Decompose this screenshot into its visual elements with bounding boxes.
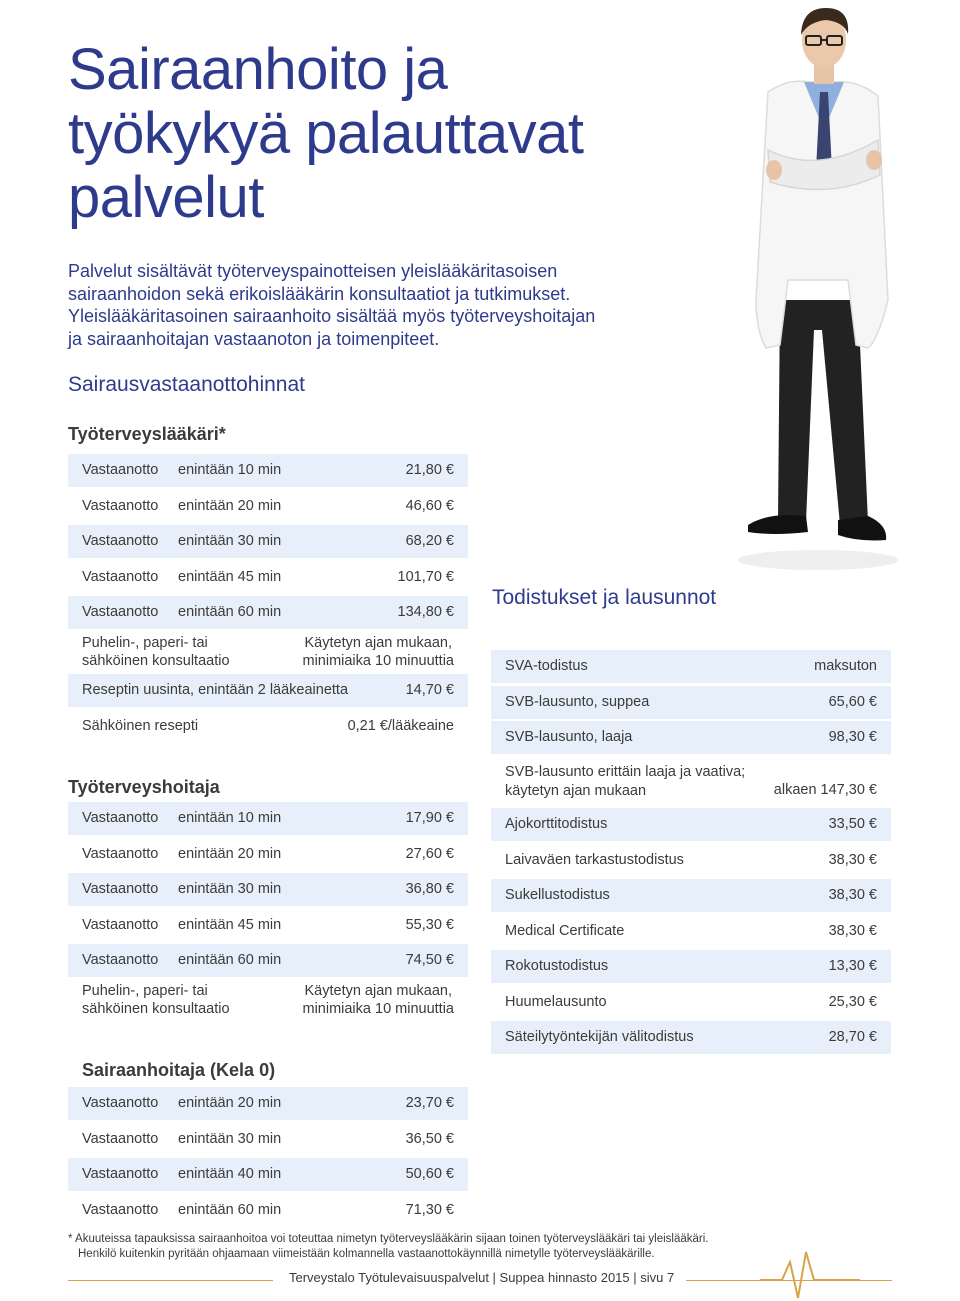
row-price-line: minimiaika 10 minuuttia <box>302 652 454 669</box>
table-row <box>491 915 891 948</box>
table-row <box>68 490 468 523</box>
footnote-line: * Akuuteissa tapauksissa sairaanhoitoa voi toteuttaa nimetyn työterveyslääkärin sijaan toinen työterveyslääkäri tai yleislääkäri. <box>68 1233 709 1245</box>
table-row <box>68 944 468 977</box>
table-row <box>68 674 468 707</box>
table-row <box>68 873 468 906</box>
row-label: Vastaanotto <box>82 1201 159 1218</box>
row-price: 33,50 € <box>828 816 877 832</box>
intro-line: ja sairaanhoitajan vastaanoton ja toimenpiteet. <box>68 328 440 349</box>
row-label <box>505 763 745 801</box>
table-row <box>68 838 468 871</box>
row-label: Vastaanotto <box>82 497 159 514</box>
row-label: Ajokorttitodistus <box>505 816 608 832</box>
row-duration: enintään 30 min <box>178 1130 282 1147</box>
row-label: Vastaanotto <box>82 881 159 897</box>
row-price-line: Käytetyn ajan mukaan, <box>304 634 452 651</box>
intro-line: sairaanhoidon sekä erikoislääkärin konsultaatiot ja tutkimukset. <box>68 283 571 304</box>
row-label-line: Puhelin-, paperi- tai <box>82 982 208 999</box>
doctor-image <box>728 0 898 580</box>
row-label: SVB-lausunto, suppea <box>505 693 650 710</box>
intro-line: Yleislääkäritasoinen sairaanhoito sisältää myös työterveyshoitajan <box>68 306 596 326</box>
row-label: Reseptin uusinta, enintään 2 lääkeainetta <box>82 682 349 698</box>
row-label <box>82 982 230 1018</box>
table-row <box>68 1158 468 1191</box>
row-duration: enintään 30 min <box>178 533 282 549</box>
row-price: 36,50 € <box>405 1130 454 1147</box>
table-row-consult <box>68 632 468 672</box>
section-title-tyoterveyslaakari: Työterveyslääkäri* <box>68 424 226 444</box>
page-footer: Terveystalo Työtulevaisuuspalvelut | Suppea hinnasto 2015 | sivu 7 <box>289 1270 675 1285</box>
page-title <box>68 38 668 230</box>
row-price: 38,30 € <box>828 922 877 939</box>
table-row <box>491 950 891 983</box>
heartbeat-icon <box>760 1250 860 1300</box>
row-label: Vastaanotto <box>82 462 159 478</box>
row-price: alkaen 147,30 € <box>773 781 877 798</box>
row-duration: enintään 60 min <box>178 604 282 620</box>
section-title-tyoterveyshoitaja: Työterveyshoitaja <box>68 777 220 797</box>
row-label: Vastaanotto <box>82 1095 159 1111</box>
title-line: työkykyä palauttavat <box>68 101 584 166</box>
row-duration: enintään 10 min <box>178 810 282 826</box>
row-price: 74,50 € <box>405 952 454 968</box>
table-row <box>68 1194 468 1227</box>
row-price: 38,30 € <box>828 851 877 868</box>
row-duration: enintään 45 min <box>178 568 282 585</box>
table-row <box>68 596 468 629</box>
table-row <box>68 561 468 594</box>
table-row <box>491 686 891 719</box>
row-duration: enintään 60 min <box>178 1201 282 1218</box>
row-duration: enintään 40 min <box>178 1166 282 1182</box>
row-label: Vastaanotto <box>82 568 159 585</box>
row-label: Vastaanotto <box>82 604 159 620</box>
row-price: 27,60 € <box>405 845 454 862</box>
row-label: Medical Certificate <box>505 922 625 939</box>
row-price: maksuton <box>814 658 877 674</box>
footer-divider <box>68 1280 273 1281</box>
row-price: 38,30 € <box>828 887 877 903</box>
row-price: 21,80 € <box>405 462 454 478</box>
row-price: 13,30 € <box>828 958 877 974</box>
row-duration: enintään 60 min <box>178 952 282 968</box>
row-label: Säteilytyöntekijän välitodistus <box>505 1029 694 1045</box>
row-label: Vastaanotto <box>82 1130 159 1147</box>
row-duration: enintään 20 min <box>178 845 282 862</box>
row-label: Vastaanotto <box>82 533 159 549</box>
row-label: Vastaanotto <box>82 845 159 862</box>
table-row <box>491 844 891 877</box>
intro-text <box>68 260 668 350</box>
row-label: Sukellustodistus <box>505 887 610 903</box>
row-price <box>302 982 454 1018</box>
table-row-consult <box>68 980 468 1020</box>
row-label <box>82 634 230 670</box>
section-title-sairaanhoitaja: Sairaanhoitaja (Kela 0) <box>82 1060 276 1080</box>
title-line: Sairaanhoito ja <box>68 37 448 102</box>
row-price: 14,70 € <box>405 682 454 698</box>
table-row <box>68 525 468 558</box>
price-list-tyoterveyslaakari <box>68 454 468 745</box>
row-label: Laivaväen tarkastustodistus <box>505 851 684 868</box>
intro-line: Palvelut sisältävät työterveyspainotteisen yleislääkäritasoisen <box>68 261 558 281</box>
row-price: 101,70 € <box>397 568 454 585</box>
row-label: Sähköinen resepti <box>82 717 199 734</box>
row-label: Vastaanotto <box>82 1166 159 1182</box>
row-price: 25,30 € <box>828 993 877 1010</box>
table-row <box>68 1123 468 1156</box>
row-duration: enintään 45 min <box>178 916 282 933</box>
row-label-line: sähköinen konsultaatio <box>82 652 230 669</box>
table-row <box>491 986 891 1019</box>
row-label: Vastaanotto <box>82 916 159 933</box>
row-duration: enintään 10 min <box>178 462 282 478</box>
row-price-line: minimiaika 10 minuuttia <box>302 1000 454 1017</box>
table-row <box>68 710 468 743</box>
row-label-line: SVB-lausunto erittäin laaja ja vaativa; <box>505 763 746 780</box>
row-label: SVB-lausunto, laaja <box>505 729 633 745</box>
row-price: 46,60 € <box>405 497 454 514</box>
row-price: 68,20 € <box>405 533 454 549</box>
footnote <box>68 1232 709 1262</box>
row-label: SVA-todistus <box>505 658 588 674</box>
row-label: Rokotustodistus <box>505 958 609 974</box>
row-duration: enintään 20 min <box>178 497 282 514</box>
table-row <box>491 879 891 912</box>
row-price: 28,70 € <box>828 1029 877 1045</box>
row-price <box>302 634 454 670</box>
row-price: 0,21 €/lääkeaine <box>347 717 454 734</box>
row-label-line: sähköinen konsultaatio <box>82 1000 230 1017</box>
row-price: 65,60 € <box>828 693 877 710</box>
row-price: 71,30 € <box>405 1201 454 1218</box>
row-price-line: Käytetyn ajan mukaan, <box>304 982 452 999</box>
table-row <box>68 802 468 835</box>
row-label: Vastaanotto <box>82 810 159 826</box>
row-price: 23,70 € <box>405 1095 454 1111</box>
table-row <box>491 1021 891 1054</box>
price-list-tyoterveyshoitaja <box>68 802 468 1022</box>
row-price: 36,80 € <box>405 881 454 897</box>
table-row <box>491 721 891 754</box>
title-line: palvelut <box>68 165 264 230</box>
row-label: Huumelausunto <box>505 993 607 1010</box>
row-price: 134,80 € <box>397 604 454 620</box>
footnote-line: Henkilö kuitenkin pyritään ohjaamaan viimeistään kolmannella vastaanottokäynnillä nimetylle työterveyslääkärille. <box>78 1248 655 1260</box>
price-list-sairaanhoitaja <box>68 1087 468 1229</box>
row-duration: enintään 20 min <box>178 1095 282 1111</box>
row-price: 55,30 € <box>405 916 454 933</box>
section-heading: Sairausvastaanottohinnat <box>68 373 305 396</box>
table-row <box>491 757 891 806</box>
row-label: Vastaanotto <box>82 952 159 968</box>
table-row <box>68 1087 468 1120</box>
row-label-line: käytetyn ajan mukaan <box>505 782 647 799</box>
row-duration: enintään 30 min <box>178 881 282 897</box>
row-price: 98,30 € <box>828 729 877 745</box>
section-title-todistukset: Todistukset ja lausunnot <box>492 586 717 609</box>
table-row <box>68 454 468 487</box>
table-row <box>491 650 891 683</box>
table-row <box>68 909 468 942</box>
price-list-todistukset <box>491 650 891 1057</box>
row-price: 17,90 € <box>405 810 454 826</box>
row-label-line: Puhelin-, paperi- tai <box>82 634 208 651</box>
table-row <box>491 808 891 841</box>
row-price: 50,60 € <box>405 1166 454 1182</box>
